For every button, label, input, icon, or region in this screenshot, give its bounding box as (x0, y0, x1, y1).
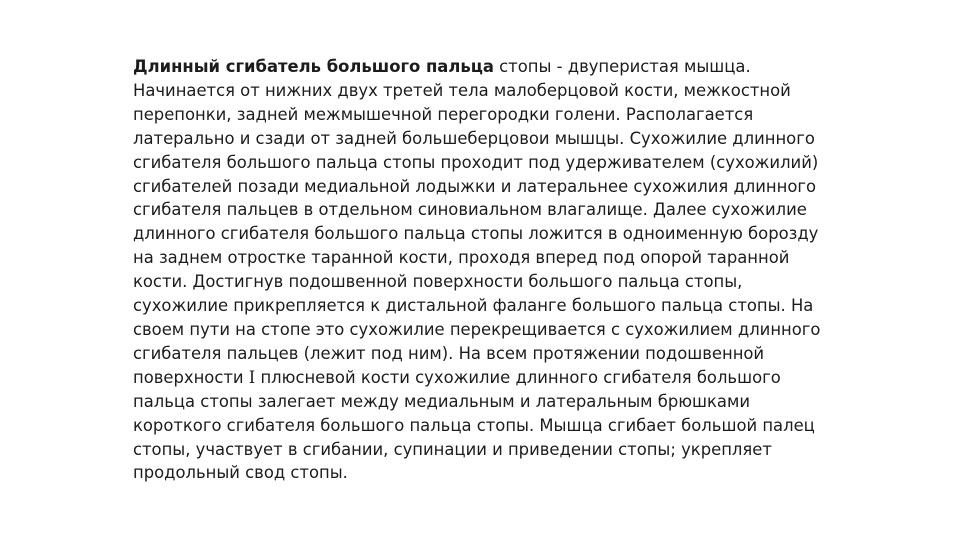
text-line: перепонки, задней межмышечной перегородки голени. Располагается (133, 104, 754, 124)
text-line-1 (133, 55, 833, 79)
text-line: кости. Достигнув подошвенной поверхности большого пальца стопы, (133, 272, 743, 292)
text-line: сгибателей позади медиальной лодыжки и латеральнее сухожилия длинного (133, 176, 817, 196)
text-line: на заднем отростке таранной кости, проходя вперед под опорой таранной (133, 248, 790, 268)
text-line: сгибателя пальцев в отдельном синовиальном влагалище. Далее сухожилие (133, 200, 807, 220)
text-line: сгибателя пальцев (лежит под ним). На всем протяжении подошвенной (133, 343, 765, 363)
text-segment: поверхности (133, 367, 249, 387)
text-line: своем пути на стопе это сухожилие перекрещивается с сухожилием длинного (133, 319, 821, 339)
text-line: сухожилие прикрепляется к дистальной фаланге большого пальца стопы. На (133, 296, 814, 316)
text-line-1-rest: стопы - двуперистая мышца. (493, 57, 751, 76)
text-line-14 (133, 366, 833, 390)
text-line: сгибателя большого пальца стопы проходит под удерживателем (сухожилий) (133, 152, 819, 172)
text-line: длинного сгибателя большого пальца стопы ложится в одноименную борозду (133, 224, 819, 244)
text-line: стопы, участвует в сгибании, супинации и приведении стопы; укрепляет (133, 439, 772, 459)
text-line: латерально и сзади от задней большеберцовои мышцы. Сухожилие длинного (133, 128, 815, 148)
text-line: продольный свод стопы. (133, 463, 348, 483)
text-line: пальца стопы залегает между медиальным и латеральным брюшками (133, 391, 750, 411)
body-paragraph (133, 55, 833, 485)
text-line: короткого сгибателя большого пальца стопы. Мышца сгибает большой палец (133, 415, 815, 435)
roman-numeral: I (248, 367, 256, 387)
text-segment: плюсневой кости сухожилие длинного сгибателя большого (255, 367, 781, 387)
text-line: Начинается от нижних двух третей тела малоберцовой кости, межкостной (133, 80, 791, 100)
muscle-name-term: Длинный сгибатель большого пальца (133, 57, 494, 76)
